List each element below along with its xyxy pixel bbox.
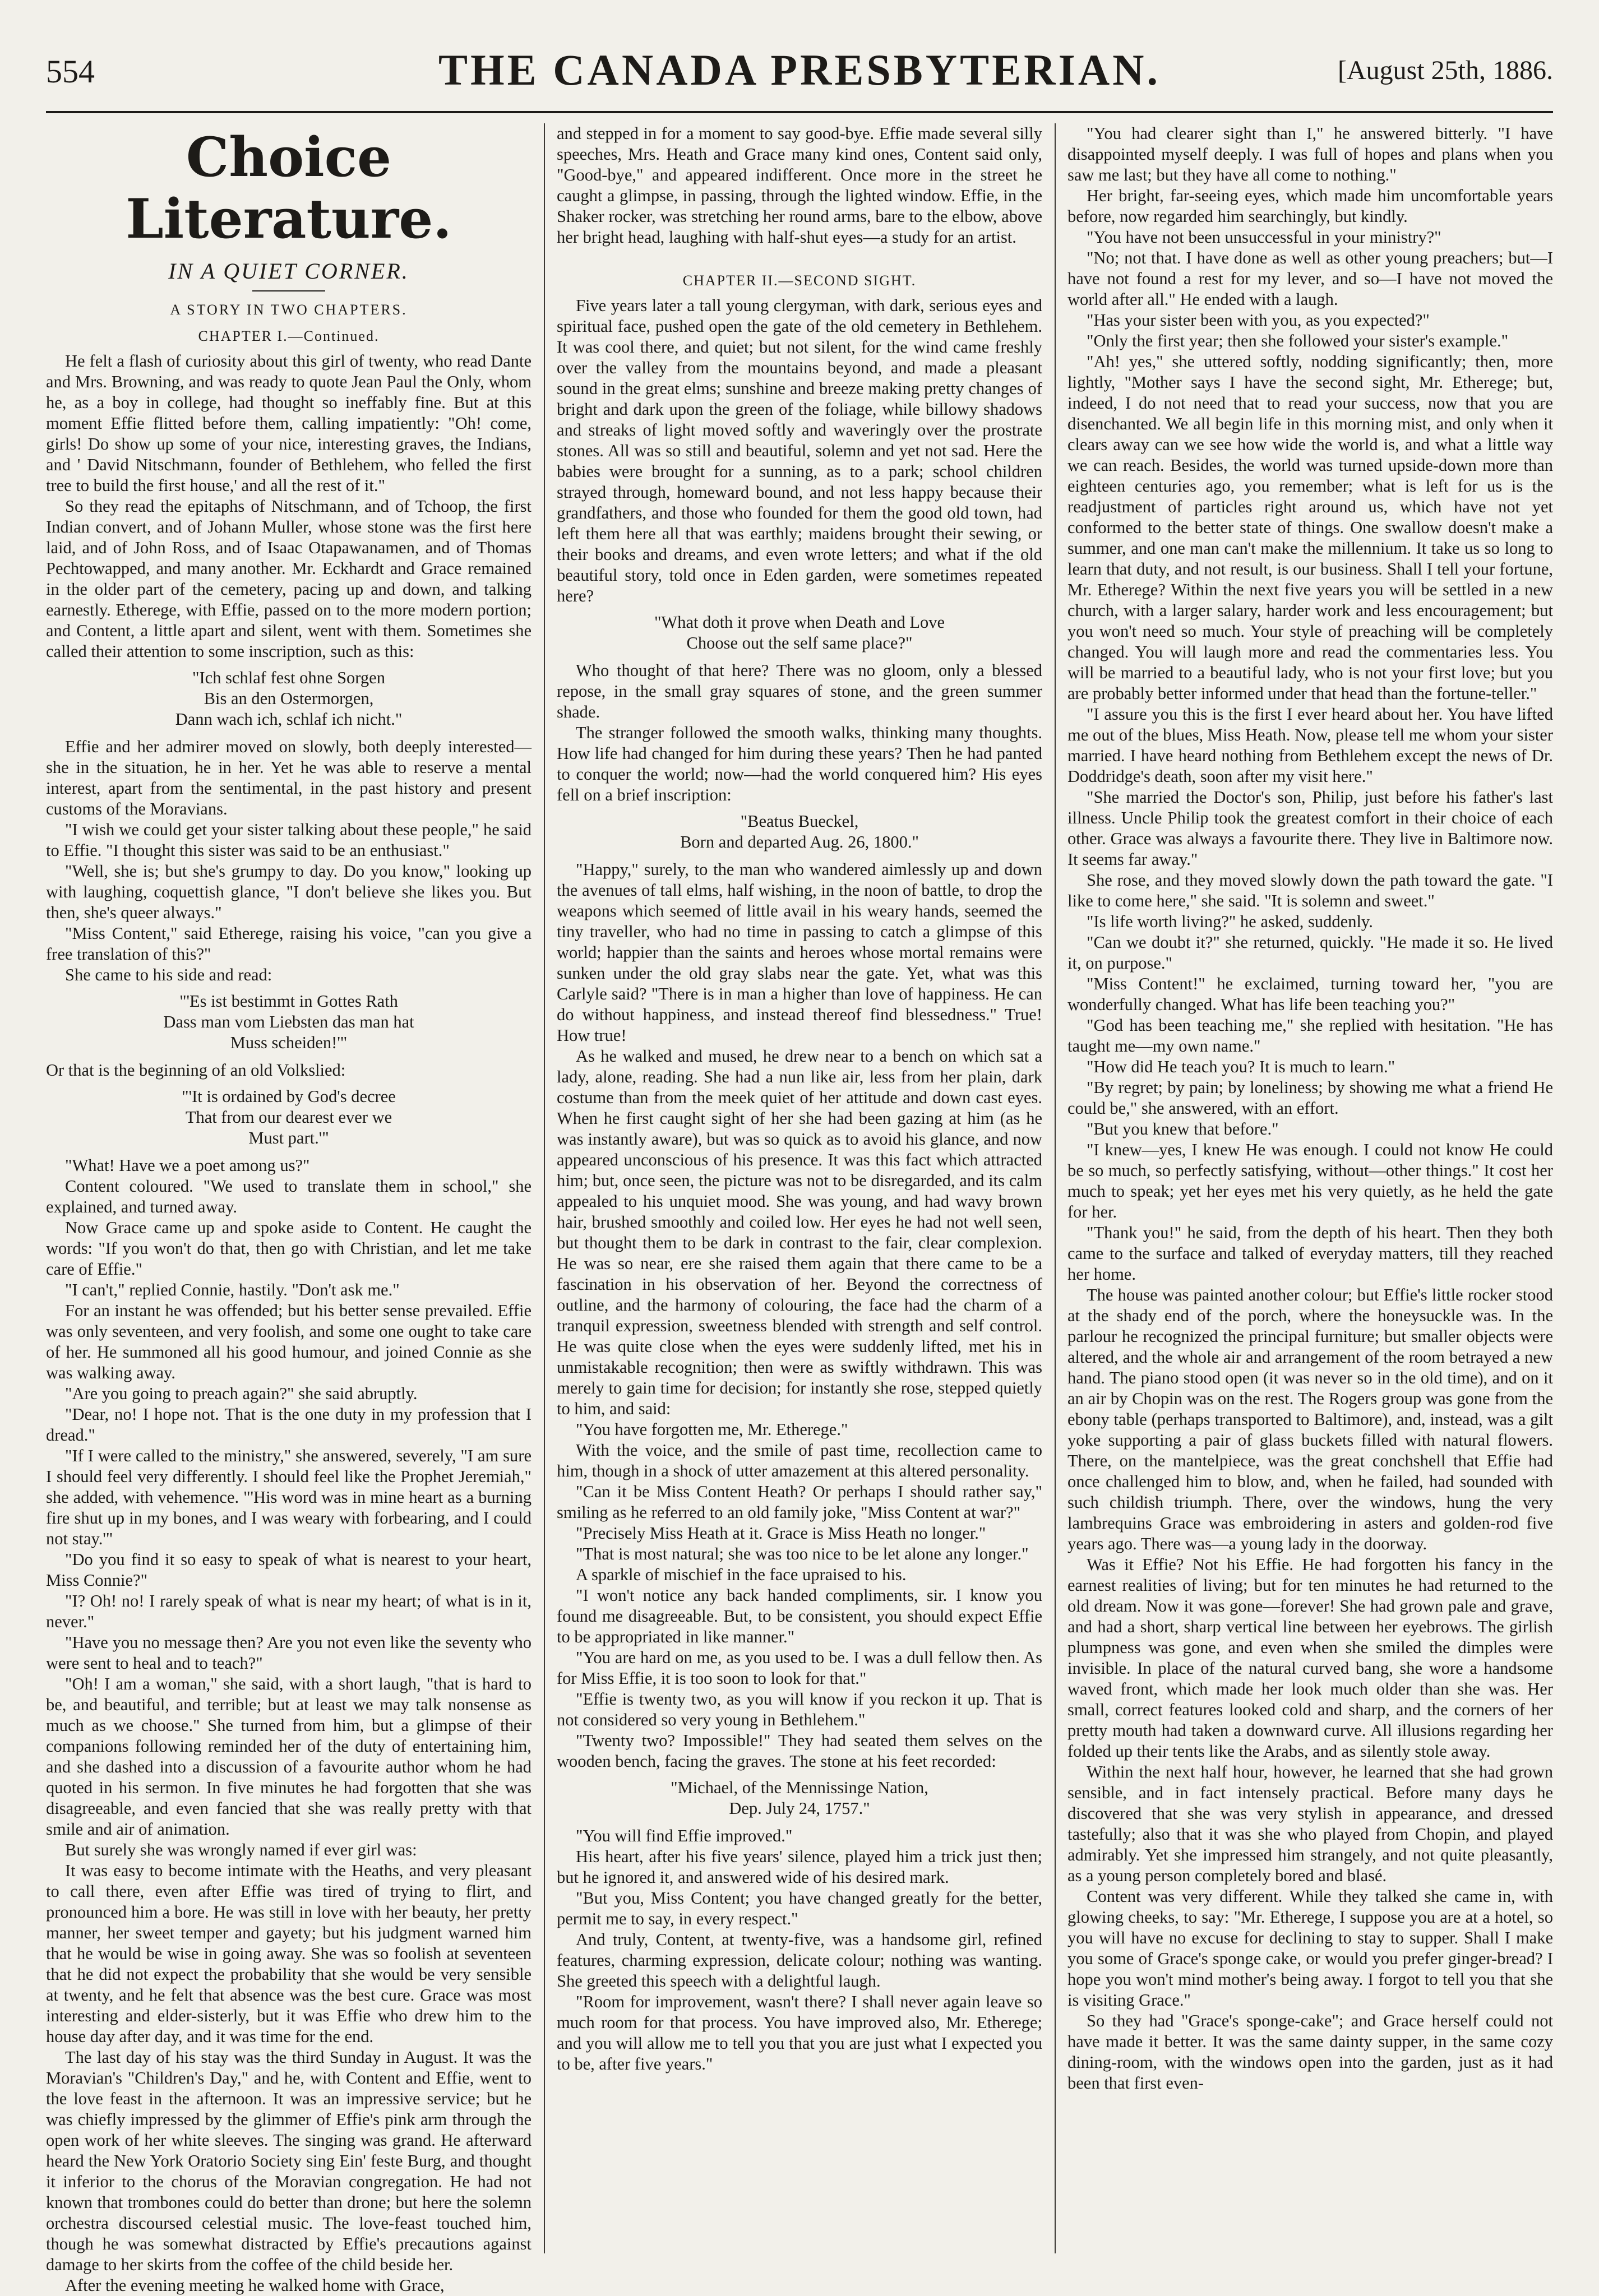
- paragraph: "I wish we could get your sister talking about these people," he said to Effie. "I thought this sister was said to be an enthusiast.": [46, 820, 532, 860]
- column-divider: [544, 123, 545, 2253]
- newspaper-page: [46, 45, 1553, 2295]
- paragraph: "Thank you!" he said, from the depth of his heart. Then they both came to the surface and talked of everyday matters, till they reached her home.: [1067, 1223, 1553, 1284]
- column-3: [1067, 123, 1553, 2253]
- paragraph: "Can it be Miss Content Heath? Or perhaps I should rather say," smiling as he referred to an old family joke, "Miss Content at war?": [557, 1482, 1042, 1522]
- paragraph: "Have you no message then? Are you not even like the seventy who were sent to heal and to teach?": [46, 1633, 532, 1673]
- paragraph: Now Grace came up and spoke aside to Content. He caught the words: "If you won't do that, then go with Christian, and let me take care of Effie.": [46, 1218, 532, 1279]
- paragraph: "No; not that. I have done as well as other young preachers; but—I have not found a rest for my lever, and so—I have not moved the world after all." He ended with a laugh.: [1067, 248, 1553, 309]
- paragraph: With the voice, and the smile of past time, recollection came to him, though in a shock of utter amazement at this altered personality.: [557, 1441, 1042, 1480]
- verse-line: That from our dearest ever we: [185, 1108, 392, 1127]
- paragraph: "Ah! yes," she uttered softly, nodding significantly; then, more lightly, "Mother says I have the second sight, Mr. Etherege; but, indeed, I do not need that to read your success, now that you are disenchanted. We all begin life in this morning mist, and only when it clears away can we see how wide the world is, and what a little way we can reach. Besides, the world was turned upside-down more than eighteen centuries ago, you remember; what is left for us is the readjustment of particles right around us, which have not yet conformed to the better state of things. One swallow doesn't make a summer, and one man can't make the millennium. It take us so long to learn that duty, and not result, is our business. Shall I tell your fortune, Mr. Etherege? Within the next five years you will be settled in a new church, with a larger salary, harder work and less encouragement; but you won't need so much. Your style of preaching will be completely changed. You will laugh more and read the commentaries less. You will be married to a beautiful lady, who is not your first love; but you are probably better informed under that head than the fortune-teller.": [1067, 352, 1553, 703]
- paragraph: "What! Have we a poet among us?": [65, 1156, 310, 1175]
- paragraph: "Miss Content," said Etherege, raising his voice, "can you give a free translation of this?": [46, 924, 532, 964]
- paragraph: "Room for improvement, wasn't there? I shall never again leave so much room for that process. You have improved also, Mr. Etherege; and you will allow me to tell you that you are just what I expected you to be, after five years.": [557, 1992, 1042, 2073]
- paragraph: A sparkle of mischief in the face upraised to his.: [576, 1565, 907, 1584]
- paragraph: She rose, and they moved slowly down the path toward the gate. "I like to come here," she said. "It is solemn and sweet.": [1067, 871, 1553, 910]
- paragraph: "Are you going to preach again?" she said abruptly.: [65, 1384, 418, 1403]
- paragraph: "God has been teaching me," she replied with hesitation. "He has taught me—my own name.": [1067, 1016, 1553, 1056]
- paper-title: THE CANADA PRESBYTERIAN.: [438, 45, 1161, 94]
- paragraph: "Dear, no! I hope not. That is the one duty in my profession that I dread.": [46, 1405, 532, 1445]
- column-2: [557, 123, 1042, 2253]
- paragraph: Or that is the beginning of an old Volkslied:: [46, 1061, 346, 1080]
- verse-line: Dep. July 24, 1757.": [729, 1799, 870, 1818]
- paragraph: "Oh! I am a woman," she said, with a short laugh, "that is hard to be, and beautiful, and terrible; but at least we may talk nonsense as much as we choose." She turned from him, but a glimpse of their companions following reminded her of the duty of entertaining him, and she dashed into a discussion of a favourite author whom he had quoted in his sermon. In five minutes he had forgotten that she was disagreeable, and even fancied that she was really pretty with that smile and air of animation.: [46, 1674, 532, 1839]
- verse-line: Dann wach ich, schlaf ich nicht.": [175, 710, 403, 729]
- verse-line: "Michael, of the Mennissinge Nation,: [671, 1778, 928, 1797]
- chapter-1-heading: CHAPTER I.—Continued.: [198, 328, 380, 344]
- paragraph: And truly, Content, at twenty-five, was a handsome girl, refined features, charming expression, delicate colour; nothing was wanting. She greeted this speech with a delightful laugh.: [557, 1930, 1042, 1991]
- paragraph: "You have not been unsuccessful in your ministry?": [1087, 228, 1441, 247]
- paragraph: Content was very different. While they talked she came in, with glowing cheeks, to say: "Mr. Etherege, I suppose you are at a hotel, so you will have no excuse for declining to stay to supper. Shall I make you some of Grace's sponge cake, or would you prefer ginger-bread? I hope you won't mind mother's being away. I forgot to tell you that she is visiting Grace.": [1067, 1887, 1553, 2010]
- paragraph: "If I were called to the ministry," she answered, severely, "I am sure I should feel very differently. I should feel like the Prophet Jeremiah," she added, with vehemence. "'His word was in mine heart as a burning fire shut up in my bones, and I was weary with forbearing, and I could not stay.'": [46, 1446, 532, 1548]
- paragraph: "Effie is twenty two, as you will know if you reckon it up. That is not considered so very young in Bethlehem.": [557, 1689, 1042, 1729]
- paragraph: "That is most natural; she was too nice to be let alone any longer.": [576, 1544, 1029, 1563]
- paragraph: "Is life worth living?" he asked, suddenly.: [1087, 912, 1373, 931]
- paragraph: The last day of his stay was the third Sunday in August. It was the Moravian's "Children's Day," and he, with Content and Effie, went to the love feast in the afternoon. It was an impressive service; but he was chiefly impressed by the glimmer of Effie's pink arm through the open work of her white sleeves. The singing was grand. He afterward heard the New York Oratorio Society sing Ein' feste Burg, and thought it inferior to the chorus of the Moravian congregation. He had not known that trombones could do better than drone; but here the solemn orchestra discoursed celestial music. The love-feast touched him, though he was somewhat distracted by Effie's precautions against damage to her skirts from the coffee of the child beside her.: [46, 2048, 532, 2274]
- paragraph: "I? Oh! no! I rarely speak of what is near my heart; of what is in it, never.": [46, 1591, 532, 1631]
- paragraph: The stranger followed the smooth walks, thinking many thoughts. How life had changed for him during these years? Then he had panted to conquer the world; now—had the world conquered him? His eyes fell on a brief inscription:: [557, 723, 1042, 804]
- verse-line: "Beatus Bueckel,: [740, 812, 859, 831]
- paragraph: "Twenty two? Impossible!" They had seated them selves on the wooden bench, facing the graves. The stone at his feet recorded:: [557, 1731, 1042, 1771]
- masthead: [46, 45, 1553, 107]
- paragraph: She came to his side and read:: [65, 965, 272, 984]
- paragraph: "I won't notice any back handed compliments, sir. I know you found me disagreeable. But, to be consistent, you should expect Effie to be appropriated in like manner.": [557, 1586, 1042, 1646]
- issue-date: [August 25th, 1886.: [1338, 55, 1553, 85]
- verse-death-and-love: [557, 612, 1042, 654]
- paragraph: "Can we doubt it?" she returned, quickly. "He made it so. He lived it, on purpose.": [1067, 933, 1553, 973]
- header-rule: [46, 111, 1553, 113]
- paragraph: "Only the first year; then she followed your sister's example.": [1087, 331, 1509, 350]
- paragraph: "Has your sister been with you, as you expected?": [1087, 311, 1430, 330]
- paragraph: "But you, Miss Content; you have changed greatly for the better, permit me to say, in every respect.": [557, 1888, 1042, 1928]
- paragraph: "Precisely Miss Heath at it. Grace is Miss Heath no longer.": [576, 1524, 986, 1543]
- paragraph: "Do you find it so easy to speak of what is nearest to your heart, Miss Connie?": [46, 1550, 532, 1590]
- paragraph: "You had clearer sight than I," he answered bitterly. "I have disappointed myself deeply. I was full of hopes and plans when you saw me last; but they have all come to nothing.": [1067, 124, 1553, 184]
- story-title: IN A QUIET CORNER.: [168, 258, 409, 284]
- inscription-michael: [557, 1777, 1042, 1819]
- verse-volkslied-english: [46, 1086, 532, 1149]
- paragraph: "Happy," surely, to the man who wandered aimlessly up and down the avenues of tall elms, half wishing, in the noon of battle, to drop the weapons which seemed of little avail in his weary hands, seemed the tiny traveller, who had no time in passing to catch a glimpse of this world; happier than the saints and heroes whose mortal remains were sunken under the old gray slabs near the gate. Yet, what was this Carlyle said? "There is in man a higher than love of happiness. He can do without happiness, and instead thereof find blessedness." True! How true!: [557, 860, 1042, 1045]
- paragraph: "By regret; by pain; by loneliness; by showing me what a friend He could be," she answered, with an effort.: [1067, 1078, 1553, 1118]
- paragraph: So they had "Grace's sponge-cake"; and Grace herself could not have made it better. It was the same dainty supper, in the same cozy dining-room, with the windows open into the garden, just as it had been that first even-: [1067, 2011, 1553, 2093]
- paragraph: "But you knew that before.": [1087, 1119, 1279, 1138]
- chapter-2-heading: CHAPTER II.—SECOND SIGHT.: [682, 272, 917, 289]
- verse-line: Must part.'": [248, 1128, 329, 1147]
- paragraph: Five years later a tall young clergyman, with dark, serious eyes and spiritual face, pushed open the gate of the old cemetery in Bethlehem. It was cool there, and quiet; but not silent, for the wind came freshly over the valley from the mountains beyond, and made a pleasant sound in the great elms; sunshine and breeze making pretty changes of bright and dark upon the green of the foliage, while billowy shadows and streaks of light moved softly and waveringly over the prostrate stones. All was so still and beautiful, solemn and yet not sad. Here the babies were brought for a sunning, as to a park; school children strayed through, homeward bound, and not less happy because their grandfathers, and those who founded for them the good old town, had left them here all that was earthly; maidens brought their sewing, or their books and dreams, and even wrote letters; and what if the old beautiful story, told once in Eden garden, were sometimes repeated here?: [557, 296, 1042, 605]
- paragraph: "You will find Effie improved.": [576, 1826, 793, 1845]
- paragraph: Effie and her admirer moved on slowly, both deeply interested—she in the situation, he in her. Yet he was able to reserve a mental interest, apart from the sentimental, in the past history and present customs of the Moravians.: [46, 737, 532, 818]
- paragraph: "Well, she is; but she's grumpy to day. Do you know," looking up with laughing, coquettish glance, "I don't believe she likes you. But then, she's queer always.": [46, 862, 532, 922]
- verse-line: "'It is ordained by God's decree: [182, 1087, 396, 1106]
- verse-line: "'Es ist bestimmt in Gottes Rath: [179, 992, 398, 1011]
- page-number: 554: [46, 53, 95, 90]
- story-subtitle: A STORY IN TWO CHAPTERS.: [170, 302, 408, 318]
- paragraph: It was easy to become intimate with the Heaths, and very pleasant to call there, even after Effie was tired of trying to flirt, and pronounced him a bore. He was still in love with her beauty, her pretty manner, her sweet temper and gayety; but his judgment warned him that he would be wise in going away. She was so foolish at seventeen that he did not expect the probability that she would be very sensible at twenty, and he felt that absence was the best cure. Grace was most interesting and elder-sisterly, but it was Effie who drew him to the house day after day, and it was time for the end.: [46, 1861, 532, 2046]
- paragraph: His heart, after his five years' silence, played him a trick just then; but he ignored it, and answered wide of his desired mark.: [557, 1847, 1042, 1887]
- paragraph: After the evening meeting he walked home with Grace,: [65, 2276, 445, 2295]
- section-title: Choice Literature.: [126, 126, 452, 251]
- paragraph: As he walked and mused, he drew near to a bench on which sat a lady, alone, reading. She had a nun like air, less from her plain, dark costume than from the meek quiet of her attitude and down cast eyes. When he first caught sight of her she had been gazing at him (as he was instantly aware), but was so quick as to avoid his glance, and now appeared unconscious of his presence. It was this fact which attracted him; but, once seen, the picture was not to be disregarded, and its calm appealed to his unquiet mood. She was young, and had wavy brown hair, brushed smoothly and coiled low. Her eyes he had not well seen, but thought them to be dark in contrast to the fair, clear complexion. He was so near, ere she raised them again that there came to be a fascination in his observation of her. Beyond the correctness of outline, and the harmony of colouring, the face had the charm of a tranquil expression, sweetness blended with strength and self control. He was quite close when the eyes were suddenly lifted, met his in unmistakable recognition; then were as swiftly withdrawn. This was merely to gain time for decision; for instantly she rose, stepped quietly to him, and said:: [557, 1047, 1042, 1418]
- paragraph: But surely she was wrongly named if ever girl was:: [65, 1840, 417, 1859]
- verse-line: Bis an den Ostermorgen,: [204, 689, 374, 708]
- paragraph: So they read the epitaphs of Nitschmann, and of Tchoop, the first Indian convert, and of Johann Muller, whose stone was the first here laid, and of John Ross, and of Isaac Otapawanamen, and of Thomas Pechtowapped, and many another. Mr. Eckhardt and Grace remained in the older part of the cemetery, pacing up and down, and talking earnestly. Etherege, with Effie, passed on to the more modern portion; and Content, a little apart and silent, went with them. Sometimes she called their attention to some inscription, such as this:: [46, 497, 532, 661]
- paragraph: He felt a flash of curiosity about this girl of twenty, who read Dante and Mrs. Browning, and was ready to quote Jean Paul the Only, whom he, as a boy in college, had thought so ineffably fine. But at this moment Effie flitted before them, calling impatiently: "Oh! come, girls! Do show up some of your nice, interesting graves, the Indians, and ' David Nitschmann, founder of Bethlehem, who felled the first tree to build the first house,' and all the rest of it.": [46, 351, 532, 495]
- verse-line: "What doth it prove when Death and Love: [654, 613, 945, 632]
- column-1: [46, 123, 532, 2295]
- paragraph: The house was painted another colour; but Effie's little rocker stood at the shady end of the porch, where the honeysuckle was. In the parlour he recognized the principal furniture; but smaller objects were altered, and the whole air and arrangement of the room betrayed a new hand. The piano stood open (it was never so in the old time), and on it an air by Chopin was on the rest. The Rogers group was gone from the ebony table (perhaps transported to Baltimore), and, instead, was a gilt yoke supporting a pair of glass buckets filled with natural flowers. There, on the mantelpiece, was the great conchshell that Effie had once challenged him to blow, and, when he failed, had sounded with such childish triumph. There, over the windows, hung the very lambrequins Grace was embroidering in asters and golden-rod five years ago. There was—a young lady in the doorway.: [1067, 1285, 1553, 1553]
- inscription-beatus-bueckel: [557, 811, 1042, 853]
- paragraph: Content coloured. "We used to translate them in school," she explained, and turned away.: [46, 1177, 532, 1216]
- columns: [46, 123, 1553, 2295]
- paragraph: "How did He teach you? It is much to learn.": [1087, 1057, 1395, 1076]
- paragraph: Who thought of that here? There was no gloom, only a blessed repose, in the small gray squares of stone, and the green summer shade.: [557, 661, 1042, 721]
- paragraph: Was it Effie? Not his Effie. He had forgotten his fancy in the earnest realities of living; but for ten minutes he had returned to the old dream. Now it was gone—forever! She had grown pale and grave, and had a short, sharp vertical line between her eyebrows. The girlish plumpness was gone, and even when she smiled the dimples were invisible. In place of the natural curved bang, she wore a handsome waved front, which made her look much older than she was. Her small, correct features looked cold and sharp, and the corners of her pretty mouth had taken a downward curve. All illusions regarding her folded up their tents like the Arabs, and as silently stole away.: [1067, 1555, 1553, 1761]
- column-divider: [1055, 123, 1056, 2253]
- verse-volkslied-german: [46, 991, 532, 1053]
- verse-line: Dass man vom Liebsten das man hat: [163, 1012, 414, 1031]
- verse-german: [46, 668, 532, 730]
- verse-line: Muss scheiden!'": [230, 1033, 348, 1052]
- paragraph: "Miss Content!" he exclaimed, turning toward her, "you are wonderfully changed. What has life been teaching you?": [1067, 974, 1553, 1014]
- paragraph: Within the next half hour, however, he learned that she had grown sensible, and in fact intensely practical. Before many days he discovered that she was very stylish in appearance, and dressed tastefully; also that it was she who played from Chopin, and played admirably. Yet she impressed him strangely, and not quite pleasantly, as a young person completely bored and blasé.: [1067, 1762, 1553, 1885]
- paragraph: For an instant he was offended; but his better sense prevailed. Effie was only seventeen, and very foolish, and some one ought to take care of her. He summoned all his good humour, and joined Connie as she was walking away.: [46, 1301, 532, 1382]
- title-rule: [252, 290, 325, 291]
- paragraph: "I can't," replied Connie, hastily. "Don't ask me.": [65, 1280, 400, 1299]
- paragraph: "You have forgotten me, Mr. Etherege.": [576, 1420, 848, 1439]
- verse-line: "Ich schlaf fest ohne Sorgen: [192, 668, 385, 687]
- verse-line: Born and departed Aug. 26, 1800.": [680, 832, 919, 851]
- paragraph: and stepped in for a moment to say good-bye. Effie made several silly speeches, Mrs. Heath and Grace many kind ones, Content said only, "Good-bye," and appeared indifferent. Once more in the street he caught a glimpse, in passing, through the lighted window. Effie, in the Shaker rocker, was stretching her round arms, bare to the elbow, above her bright head, laughing with half-shut eyes—a study for an artist.: [557, 124, 1042, 247]
- paragraph: Her bright, far-seeing eyes, which made him uncomfortable years before, now regarded him searchingly, but kindly.: [1067, 186, 1553, 226]
- verse-line: Choose out the self same place?": [686, 633, 913, 652]
- paragraph: "I assure you this is the first I ever heard about her. You have lifted me out of the blues, Miss Heath. Now, please tell me whom your sister married. I have heard nothing from Bethlehem except the news of Dr. Doddridge's death, soon after my visit here.": [1067, 705, 1553, 786]
- paragraph: "You are hard on me, as you used to be. I was a dull fellow then. As for Miss Effie, it is too soon to look for that.": [557, 1648, 1042, 1688]
- paragraph: "She married the Doctor's son, Philip, just before his father's last illness. Uncle Philip took the greatest comfort in their choice of each other. Grace was always a favourite there. They live in Baltimore now. It seems far away.": [1067, 788, 1553, 869]
- paragraph: "I knew—yes, I knew He was enough. I could not know He could be so much, so perfectly satisfying, without—other things." It cost her much to speak; yet her eyes met his very quietly, as he held the gate for her.: [1067, 1140, 1553, 1221]
